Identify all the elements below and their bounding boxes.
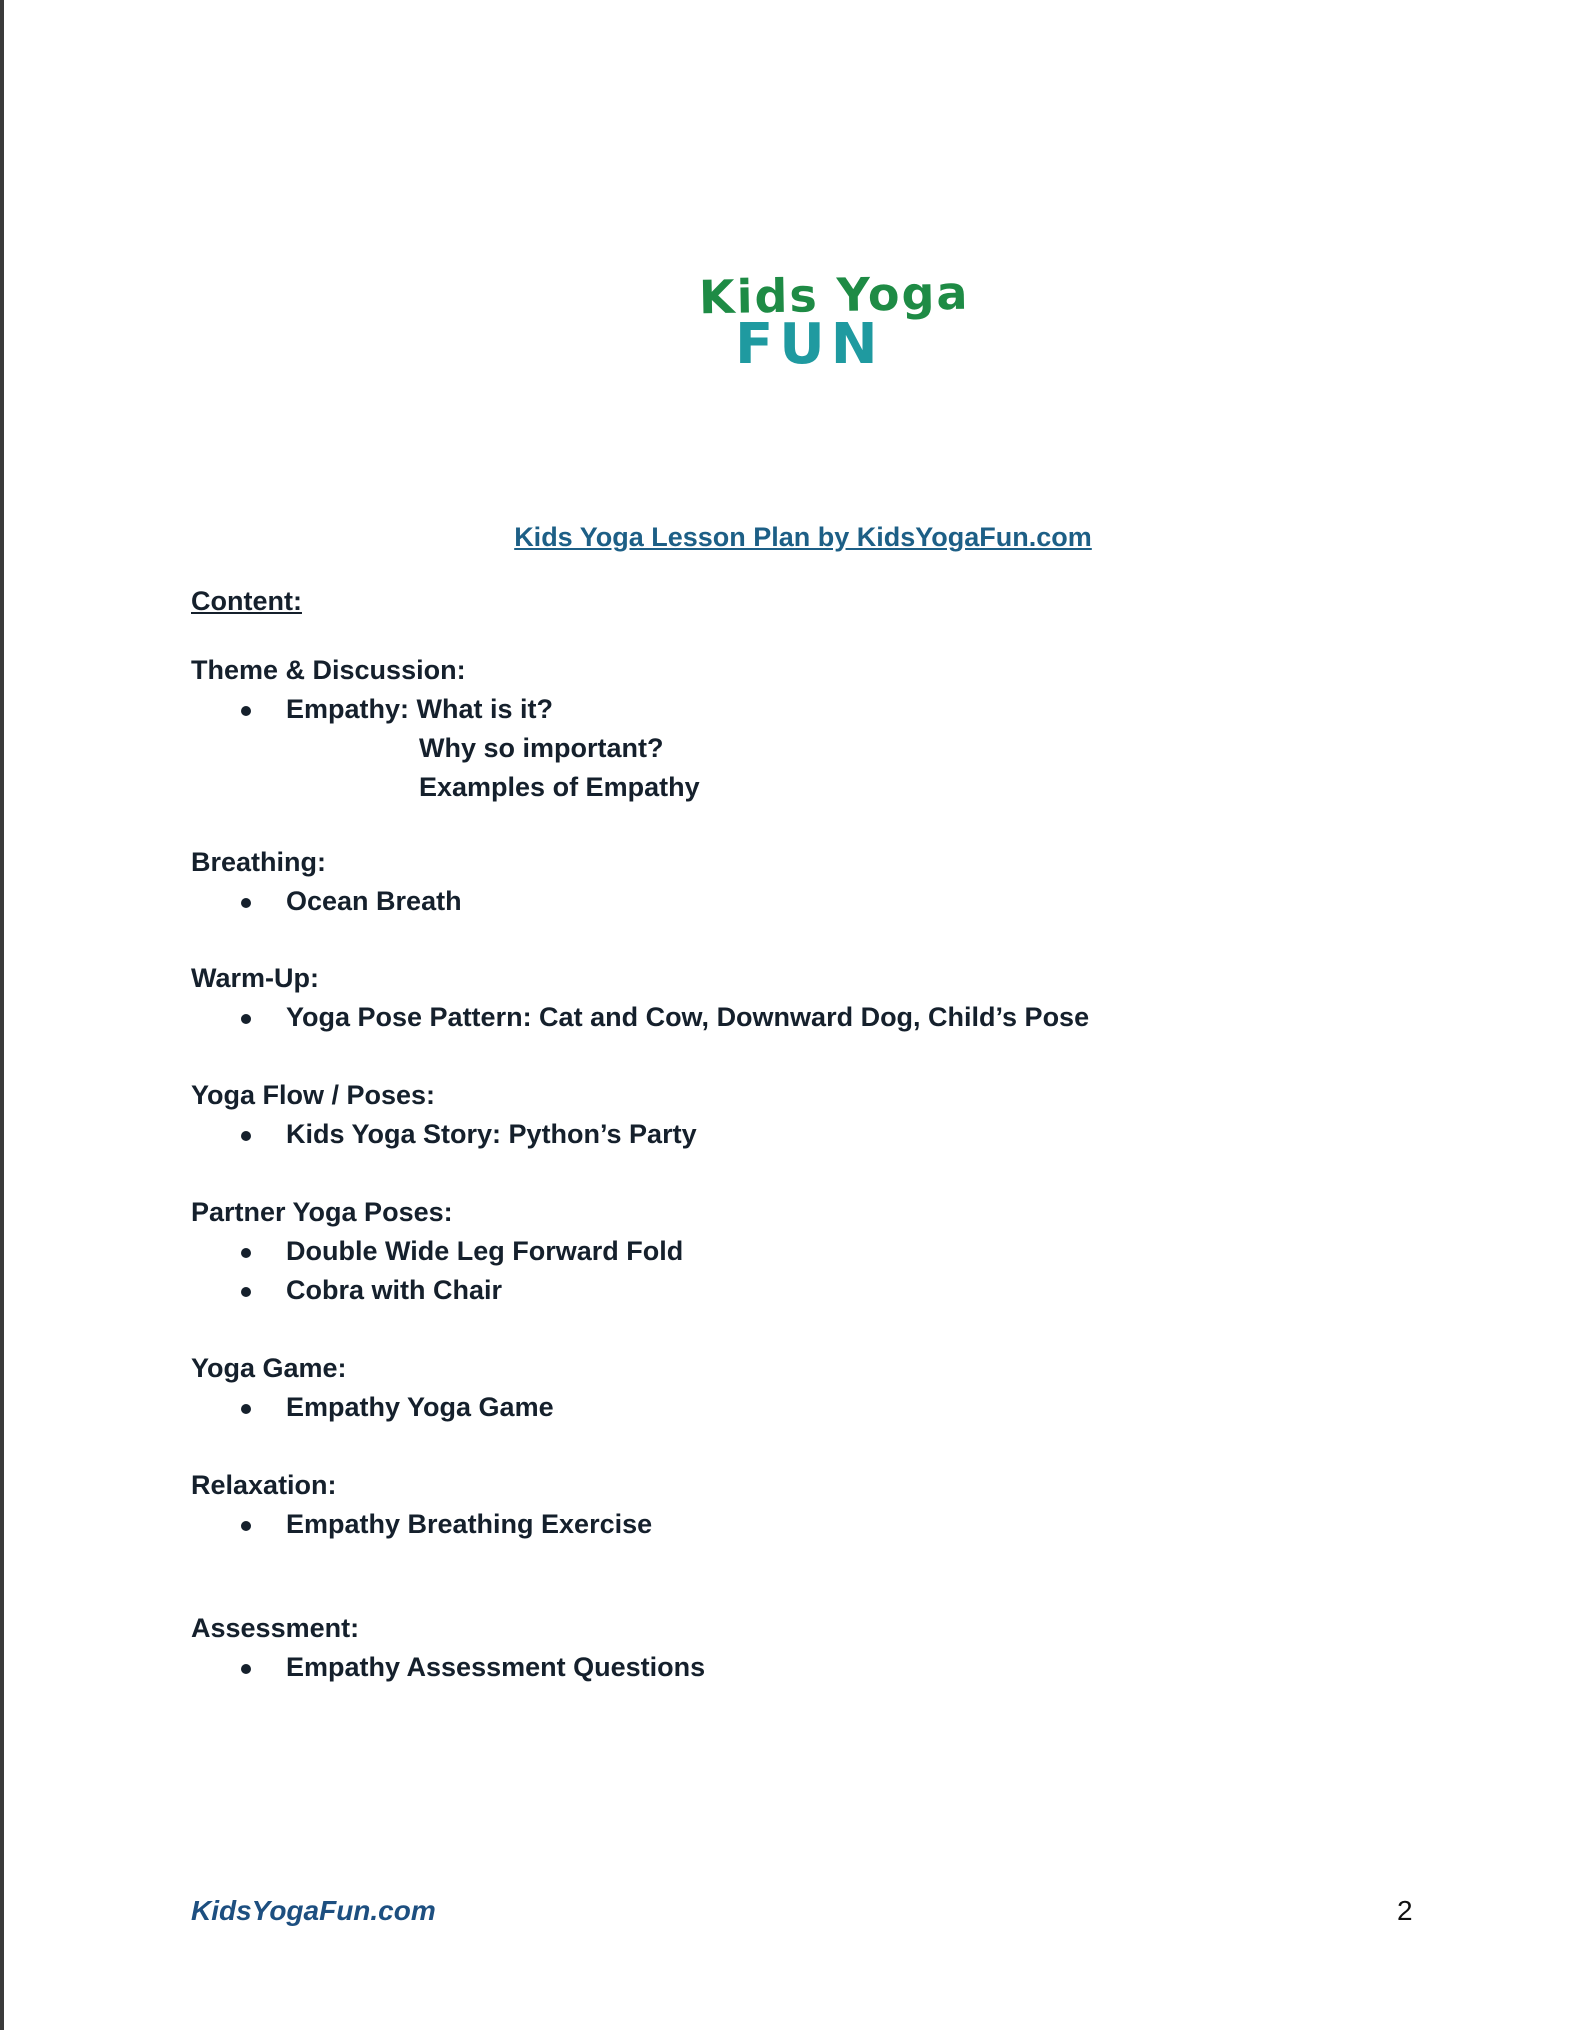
document-title-link[interactable]: Kids Yoga Lesson Plan by KidsYogaFun.com: [514, 522, 1092, 552]
section-heading: Assessment:: [191, 1613, 360, 1643]
list-item: [191, 882, 462, 921]
bullet-list: [191, 1388, 554, 1427]
list-item: [191, 1388, 554, 1427]
section-heading: Partner Yoga Poses:: [191, 1197, 453, 1227]
list-item-text: Ocean Breath: [286, 886, 462, 916]
section-partner-yoga-poses: [191, 1192, 683, 1310]
section-relaxation: [191, 1465, 652, 1544]
sub-line: Examples of Empathy: [419, 772, 700, 802]
section-heading: Theme & Discussion:: [191, 655, 466, 685]
bullet-icon: [241, 898, 251, 908]
bullet-list: [191, 1505, 652, 1544]
list-item-text: Cobra with Chair: [286, 1275, 503, 1305]
bullet-icon: [241, 1248, 251, 1258]
list-item-text: Empathy Yoga Game: [286, 1392, 554, 1422]
list-item-text: Empathy Assessment Questions: [286, 1652, 706, 1682]
bullet-list: [191, 882, 462, 921]
section-heading: Warm-Up:: [191, 963, 319, 993]
section-theme-discussion: [191, 650, 700, 807]
logo-line-2: FUN: [735, 312, 884, 377]
list-item: [191, 1505, 652, 1544]
content-label: Content:: [191, 586, 302, 616]
bullet-list: [191, 998, 1089, 1037]
bullet-list: [191, 1648, 705, 1687]
kids-yoga-fun-logo: [695, 265, 970, 383]
bullet-list: [191, 1232, 683, 1310]
page-number: 2: [1397, 1895, 1413, 1926]
list-item: [191, 1271, 683, 1310]
list-item-text: Double Wide Leg Forward Fold: [286, 1236, 684, 1266]
bullet-icon: [241, 1014, 251, 1024]
bullet-icon: [241, 1664, 251, 1674]
bullet-icon: [241, 1404, 251, 1414]
bullet-icon: [241, 706, 251, 716]
bullet-icon: [241, 1521, 251, 1531]
list-item: [191, 1232, 683, 1271]
section-breathing: [191, 842, 462, 921]
list-item: [191, 690, 700, 729]
bullet-list: [191, 1115, 697, 1154]
list-item-text: Kids Yoga Story: Python’s Party: [286, 1119, 697, 1149]
section-heading: Relaxation:: [191, 1470, 337, 1500]
list-item: [191, 1648, 705, 1687]
section-heading: Breathing:: [191, 847, 326, 877]
footer-site-link[interactable]: KidsYogaFun.com: [191, 1895, 436, 1926]
section-yoga-game: [191, 1348, 554, 1427]
list-item: [191, 998, 1089, 1037]
list-item-text: Empathy Breathing Exercise: [286, 1509, 653, 1539]
section-yoga-flow-poses: [191, 1075, 697, 1154]
sub-line: Why so important?: [419, 733, 664, 763]
bullet-list: [191, 690, 700, 729]
list-item: [191, 1115, 697, 1154]
section-heading: Yoga Game:: [191, 1353, 347, 1383]
list-item-text: Empathy: What is it?: [286, 694, 554, 724]
section-warm-up: [191, 958, 1089, 1037]
section-assessment: [191, 1608, 705, 1687]
logo-line-1: Kids Yoga: [698, 265, 970, 325]
page-left-border: [0, 0, 4, 2030]
section-heading: Yoga Flow / Poses:: [191, 1080, 436, 1110]
list-item-text: Yoga Pose Pattern: Cat and Cow, Downward Dog, Child’s Pose: [286, 1002, 1090, 1032]
bullet-icon: [241, 1131, 251, 1141]
bullet-icon: [241, 1287, 251, 1297]
